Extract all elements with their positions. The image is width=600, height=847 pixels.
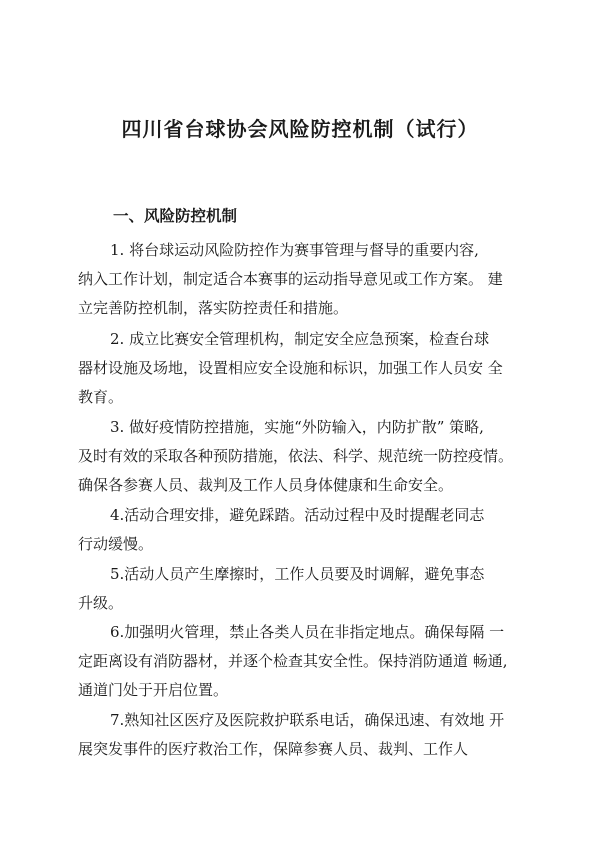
paragraph-6: [78, 618, 548, 705]
paragraph-7: [78, 706, 548, 764]
paragraph-2: [78, 325, 548, 412]
paragraph-line: 6.加强明火管理，禁止各类人员在非指定地点。确保每隔 一: [110, 623, 505, 641]
paragraph-line: 立完善防控机制，落实防控责任和措施。: [78, 299, 349, 317]
paragraph-line: 3. 做好疫情防控措施，实施“外防输入，内防扩散” 策略,: [110, 418, 484, 436]
paragraph-line: 2. 成立比赛安全管理机构，制定安全应急预案，检查台球: [110, 330, 490, 348]
paragraph-3: [78, 413, 548, 500]
paragraph-line: 器材设施及场地，设置相应安全设施和标识，加强工作人员安 全: [78, 359, 503, 377]
section-heading: 一、风险防控机制: [113, 207, 238, 225]
paragraph-line: 定距离设有消防器材，并逐个检查其安全性。保持消防通道 畅通,: [78, 652, 508, 670]
paragraph-line: 5.活动人员产生摩擦时，工作人员要及时调解，避免事态: [110, 565, 485, 583]
paragraph-line: 1. 将台球运动风险防控作为赛事管理与督导的重要内容,: [110, 241, 479, 259]
paragraph-1: [78, 236, 548, 323]
paragraph-line: 通道门处于开启位置。: [78, 681, 229, 699]
paragraph-line: 升级。: [78, 594, 124, 612]
paragraph-line: 行动缓慢。: [78, 535, 154, 553]
paragraph-line: 纳入工作计划，制定适合本赛事的运动指导意见或工作方案。 建: [78, 270, 503, 288]
paragraph-5: [78, 560, 548, 618]
paragraph-line: 展突发事件的医疗救治工作，保障参赛人员、裁判、工作人: [78, 740, 469, 758]
document-title: 四川省台球协会风险防控机制（试行）: [121, 117, 479, 141]
paragraph-line: 7.熟知社区医疗及医院救护联系电话，确保迅速、有效地 开: [110, 711, 505, 729]
paragraph-line: 教育。: [78, 388, 124, 406]
paragraph-4: [78, 501, 548, 559]
paragraph-line: 及时有效的采取各种预防措施，依法、科学、规范统一防控疫情。: [78, 447, 514, 465]
paragraph-line: 4.活动合理安排，避免踩踏。活动过程中及时提醒老同志: [110, 506, 485, 524]
paragraph-line: 确保各参赛人员、裁判及工作人员身体健康和生命安全。: [78, 476, 454, 494]
